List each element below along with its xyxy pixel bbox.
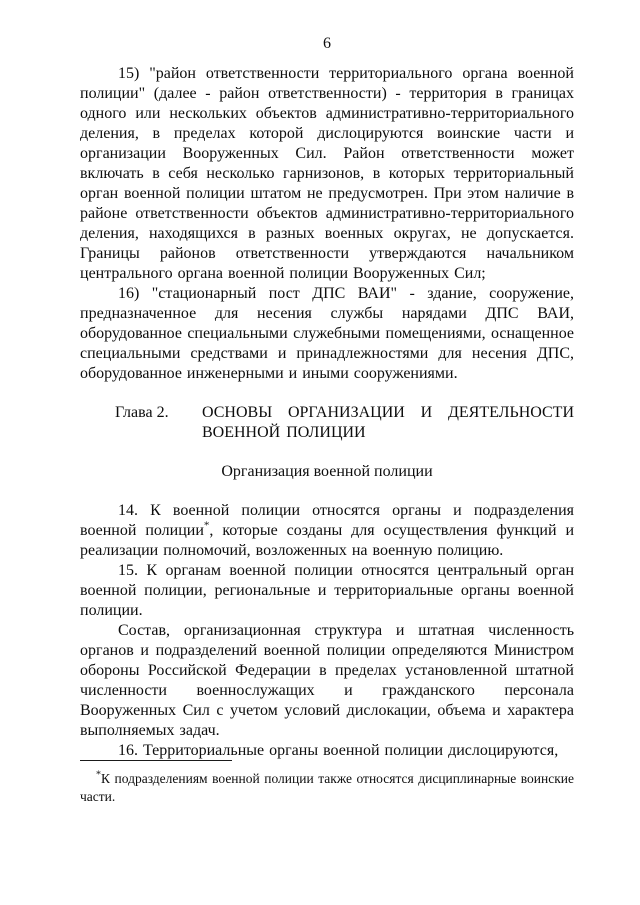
footnote-divider xyxy=(80,760,232,761)
footnote-marker: * xyxy=(96,769,101,781)
footnote-reference-marker: * xyxy=(203,519,210,532)
paragraph-staff-structure: Состав, организационная структура и штатная численность органов и подразделений военной полиции определяются Министром обороны Российской Федерации в пределах установленной штатной численности военнослужащих и гражданского персонала Вооруженных Сил с учетом условий дислокации, объема и характера выполняемых задач. xyxy=(80,622,574,739)
paragraph-definition-15: 15) "район ответственности территориального органа военной полиции" (далее - район ответственности) - территория в границах одного или нескольких объектов административно-территориального деления, в пределах которой дислоцируются воинские части и организации Вооруженных Сил. Район ответственности может включать в себя несколько гарнизонов, в которых территориальный орган военной полиции штатом не предусмотрен. При этом наличие в районе ответственности объектов административно-территориального деления, находящихся в разных военных округах, не допускается. Границы районов ответственности утверждаются начальником центрального органа военной полиции Вооруженных Сил; xyxy=(80,65,574,282)
chapter-heading-label: Глава 2. xyxy=(115,404,169,421)
chapter-heading xyxy=(115,403,574,443)
paragraph-16: 16. Территориальные органы военной полиции дислоцируются, xyxy=(118,742,559,759)
paragraph-15: 15. К органам военной полиции относятся центральный орган военной полиции, региональные и территориальные органы военной полиции. xyxy=(80,562,574,619)
paragraph-14-text: 14. К военной полиции относятся органы и подразделения военной полиции xyxy=(80,502,574,539)
paragraph-14-text-continued: , которые созданы для осуществления функций и реализации полномочий, возложенных на военную полицию. xyxy=(80,522,575,559)
page-number: 6 xyxy=(323,35,331,52)
chapter-heading-title: ОСНОВЫ ОРГАНИЗАЦИИ И ДЕЯТЕЛЬНОСТИ ВОЕННОЙ ПОЛИЦИИ xyxy=(202,404,574,441)
footnote-area xyxy=(80,760,574,805)
paragraph-definition-16: 16) "стационарный пост ДПС ВАИ" - здание, сооружение, предназначенное для несения службы нарядами ДПС ВАИ, оборудованное специальными служебными помещениями, оснащенное специальными средствами и принадлежностями для несения ДПС, оборудованное инженерными и иными сооружениями. xyxy=(80,285,574,382)
footnote-text: К подразделениям военной полиции также относятся дисциплинарные воинские части. xyxy=(80,771,574,804)
footnote xyxy=(80,770,574,805)
section-title: Организация военной полиции xyxy=(221,463,433,480)
paragraph-14 xyxy=(80,501,574,561)
